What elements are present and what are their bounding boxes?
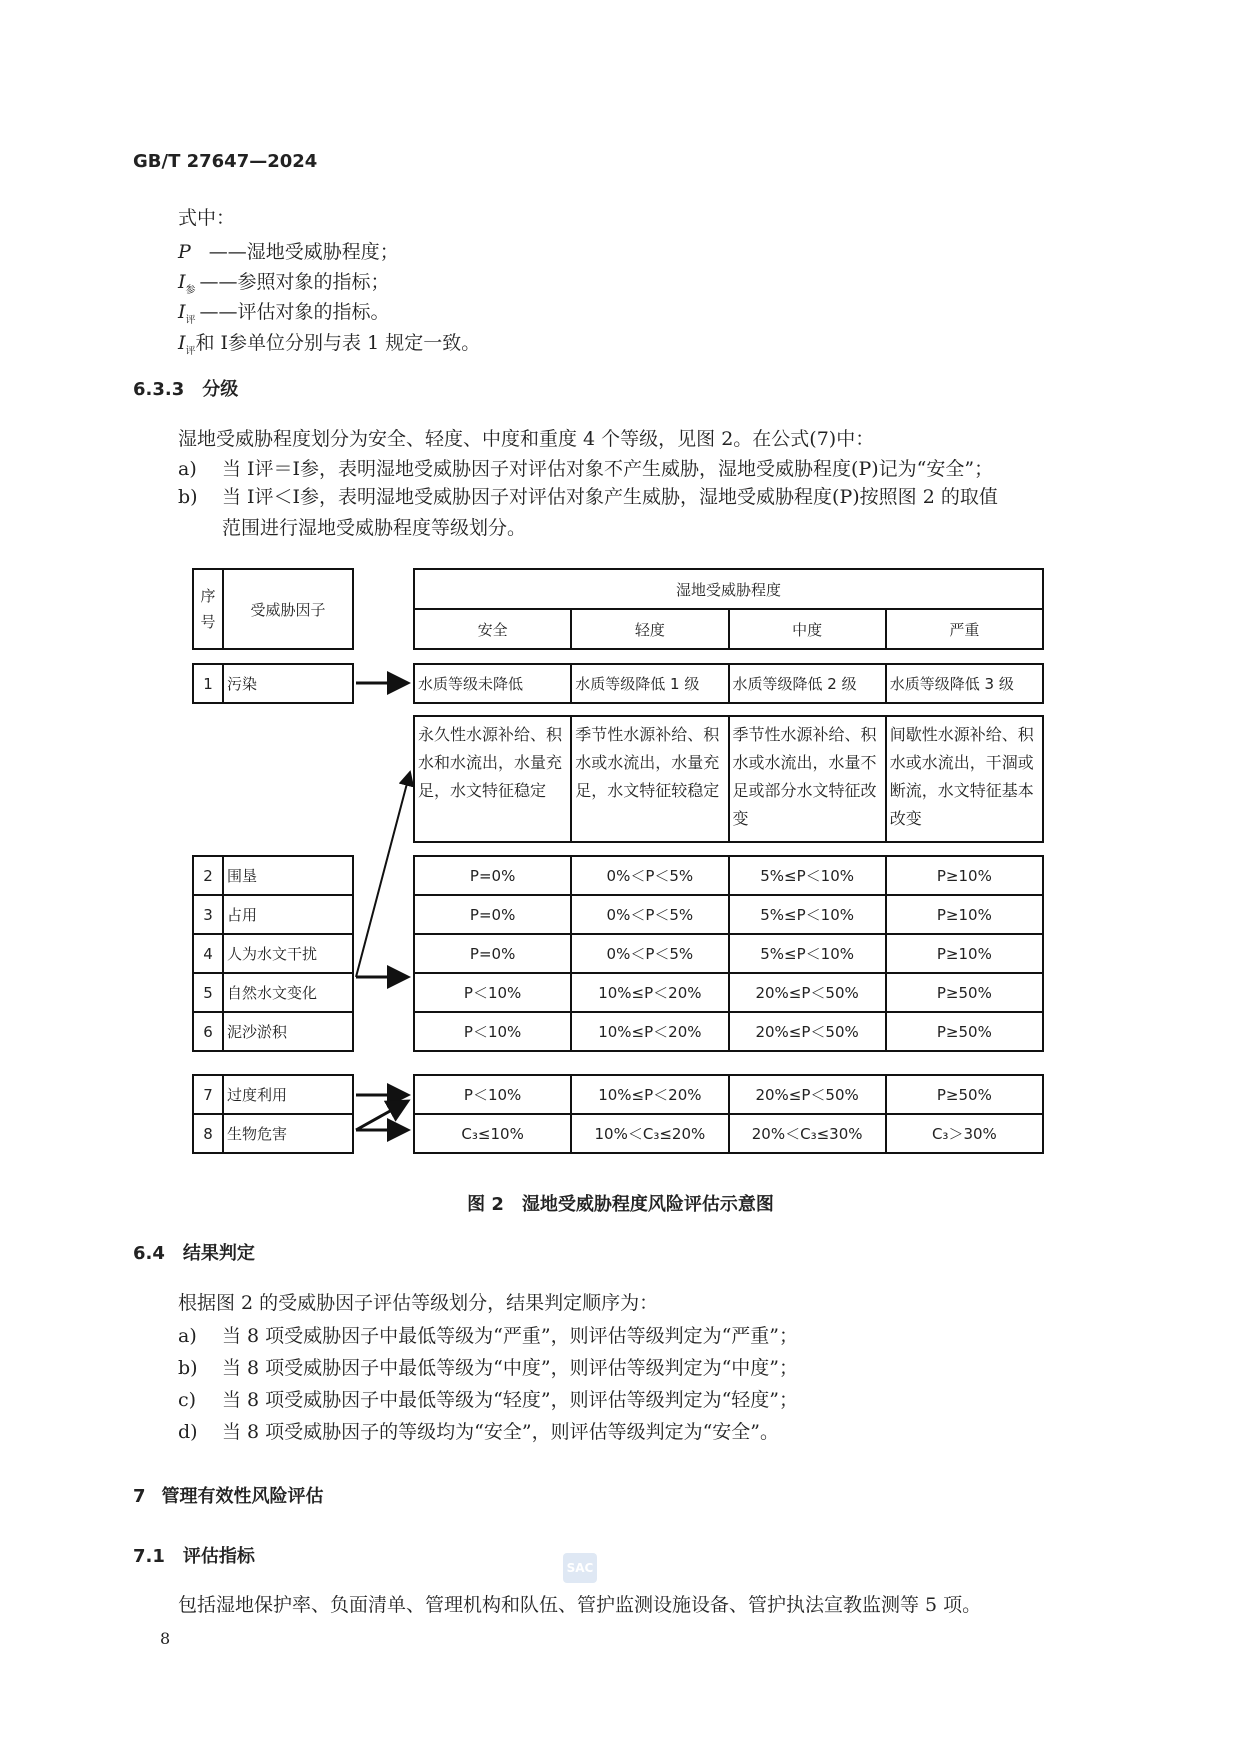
factor-name: 围垦 [223, 856, 353, 895]
threshold-cell: 20%＜C₃≤30% [729, 1114, 886, 1153]
factor-name: 生物危害 [223, 1114, 353, 1153]
factor-number: 3 [193, 895, 223, 934]
threshold-cell: 水质等级未降低 [414, 664, 571, 703]
list-marker: a) [178, 1325, 197, 1347]
page-number: 8 [160, 1629, 171, 1648]
threshold-cell: 20%≤P＜50% [729, 973, 886, 1012]
level-header: 安全 [414, 609, 571, 649]
threshold-cell: 20%≤P＜50% [729, 1075, 886, 1114]
threshold-cell: P≥10% [886, 895, 1043, 934]
threshold-cell: P=0% [414, 856, 571, 895]
symbol-i: I [178, 271, 186, 293]
factor-number: 7 [193, 1075, 223, 1114]
level-header: 严重 [886, 609, 1043, 649]
threshold-cell: P=0% [414, 934, 571, 973]
list-item: 当 I评＝I参，表明湿地受威胁因子对评估对象不产生威胁，湿地受威胁程度(P)记为“安全”； [222, 458, 994, 480]
paragraph: 根据图 2 的受威胁因子评估等级划分，结果判定顺序为： [178, 1292, 659, 1314]
factor-name: 占用 [223, 895, 353, 934]
list-marker: b) [178, 486, 198, 508]
figure-caption: 图 2 湿地受威胁程度风险评估示意图 [467, 1194, 774, 1215]
threshold-cell: 0%＜P＜5% [571, 856, 728, 895]
seq-header: 序号 [193, 569, 223, 649]
list-item: 当 8 项受威胁因子中最低等级为“严重”，则评估等级判定为“严重”； [222, 1325, 799, 1347]
description-cell: 季节性水源补给、积水或水流出，水量充足，水文特征较稳定 [571, 716, 728, 842]
section-title: 结果判定 [182, 1243, 255, 1264]
symbol-i: I [178, 332, 186, 354]
section-7 [133, 1485, 324, 1509]
factor-number: 4 [193, 934, 223, 973]
factor-number: 5 [193, 973, 223, 1012]
threshold-cell: 0%＜P＜5% [571, 934, 728, 973]
level-header: 轻度 [571, 609, 728, 649]
symbol-i: I [178, 301, 186, 323]
def-text: ——参照对象的指标； [199, 271, 390, 293]
threshold-cell: P≥10% [886, 934, 1043, 973]
threshold-cell: C₃＞30% [886, 1114, 1043, 1153]
factor-number: 2 [193, 856, 223, 895]
list-item-continued: 范围进行湿地受威胁程度等级划分。 [222, 517, 527, 539]
list-marker: a) [178, 458, 197, 480]
section-number: 7.1 [133, 1546, 165, 1567]
factor-name: 过度利用 [223, 1075, 353, 1114]
threshold-cell: P≥50% [886, 1075, 1043, 1114]
sac-watermark-logo: SAC [563, 1553, 597, 1583]
list-marker: b) [178, 1357, 198, 1379]
list-marker: c) [178, 1389, 197, 1411]
subscript: 评 [185, 345, 196, 357]
list-item: 当 I评＜I参，表明湿地受威胁因子对评估对象产生威胁，湿地受威胁程度(P)按照图 2 的取值 [222, 486, 998, 508]
threshold-cell: 5%≤P＜10% [729, 934, 886, 973]
section-number: 7 [133, 1486, 146, 1507]
factor-name: 自然水文变化 [223, 973, 353, 1012]
arrow-icon [356, 772, 410, 977]
subscript: 参 [185, 284, 196, 296]
section-number: 6.3.3 [133, 379, 185, 400]
description-cell: 季节性水源补给、积水或水流出，水量不足或部分水文特征改变 [729, 716, 886, 842]
factor-number: 6 [193, 1012, 223, 1051]
threshold-cell: 10%＜C₃≤20% [571, 1114, 728, 1153]
subscript: 评 [185, 314, 196, 326]
threshold-cell: P=0% [414, 895, 571, 934]
def-text: ——评估对象的指标。 [199, 301, 390, 323]
threshold-cell: P＜10% [414, 973, 571, 1012]
section-title: 评估指标 [182, 1546, 255, 1567]
threshold-cell: 20%≤P＜50% [729, 1012, 886, 1051]
factor-name: 泥沙淤积 [223, 1012, 353, 1051]
arrow-icon [356, 1101, 408, 1130]
threshold-cell: P≥50% [886, 1012, 1043, 1051]
threshold-cell: C₃≤10% [414, 1114, 571, 1153]
paragraph: 湿地受威胁程度划分为安全、轻度、中度和重度 4 个等级，见图 2。在公式(7)中： [178, 428, 875, 450]
list-item: 当 8 项受威胁因子的等级均为“安全”，则评估等级判定为“安全”。 [222, 1421, 780, 1443]
threshold-cell: 0%＜P＜5% [571, 895, 728, 934]
section-title: 分级 [202, 379, 239, 400]
threshold-cell: P＜10% [414, 1012, 571, 1051]
list-marker: d) [178, 1421, 198, 1443]
description-cell: 永久性水源补给、积水和水流出，水量充足，水文特征稳定 [414, 716, 571, 842]
level-header: 中度 [729, 609, 886, 649]
threshold-cell: 5%≤P＜10% [729, 895, 886, 934]
factor-name: 污染 [223, 664, 353, 703]
note-text: 和 I参单位分别与表 1 规定一致。 [195, 332, 481, 354]
threshold-cell: 10%≤P＜20% [571, 973, 728, 1012]
threshold-cell: P≥50% [886, 973, 1043, 1012]
factor-name: 人为水文干扰 [223, 934, 353, 973]
list-item: 当 8 项受威胁因子中最低等级为“轻度”，则评估等级判定为“轻度”； [222, 1389, 799, 1411]
degree-header: 湿地受威胁程度 [414, 569, 1043, 609]
section-7-1 [133, 1545, 255, 1569]
def-text: ——湿地受威胁程度； [208, 241, 399, 263]
list-item: 当 8 项受威胁因子中最低等级为“中度”，则评估等级判定为“中度”； [222, 1357, 799, 1379]
factor-header: 受威胁因子 [223, 569, 353, 649]
description-cell: 间歇性水源补给、积水或水流出，干涸或断流，水文特征基本改变 [886, 716, 1043, 842]
threshold-cell: P＜10% [414, 1075, 571, 1114]
threshold-cell: 水质等级降低 3 级 [886, 664, 1043, 703]
section-title: 管理有效性风险评估 [161, 1486, 324, 1507]
symbol-p: P [178, 241, 191, 263]
threshold-cell: 5%≤P＜10% [729, 856, 886, 895]
factor-number: 8 [193, 1114, 223, 1153]
factor-number: 1 [193, 664, 223, 703]
where-intro: 式中： [178, 207, 236, 229]
threshold-cell: 水质等级降低 1 级 [571, 664, 728, 703]
threshold-cell: 10%≤P＜20% [571, 1075, 728, 1114]
section-6-4 [133, 1242, 255, 1266]
threshold-cell: 水质等级降低 2 级 [729, 664, 886, 703]
section-number: 6.4 [133, 1243, 165, 1264]
paragraph: 包括湿地保护率、负面清单、管理机构和队伍、管护监测设施设备、管护执法宣教监测等 5 项。 [178, 1594, 982, 1616]
document-id: GB/T 27647—2024 [133, 151, 318, 172]
threshold-cell: P≥10% [886, 856, 1043, 895]
threshold-cell: 10%≤P＜20% [571, 1012, 728, 1051]
